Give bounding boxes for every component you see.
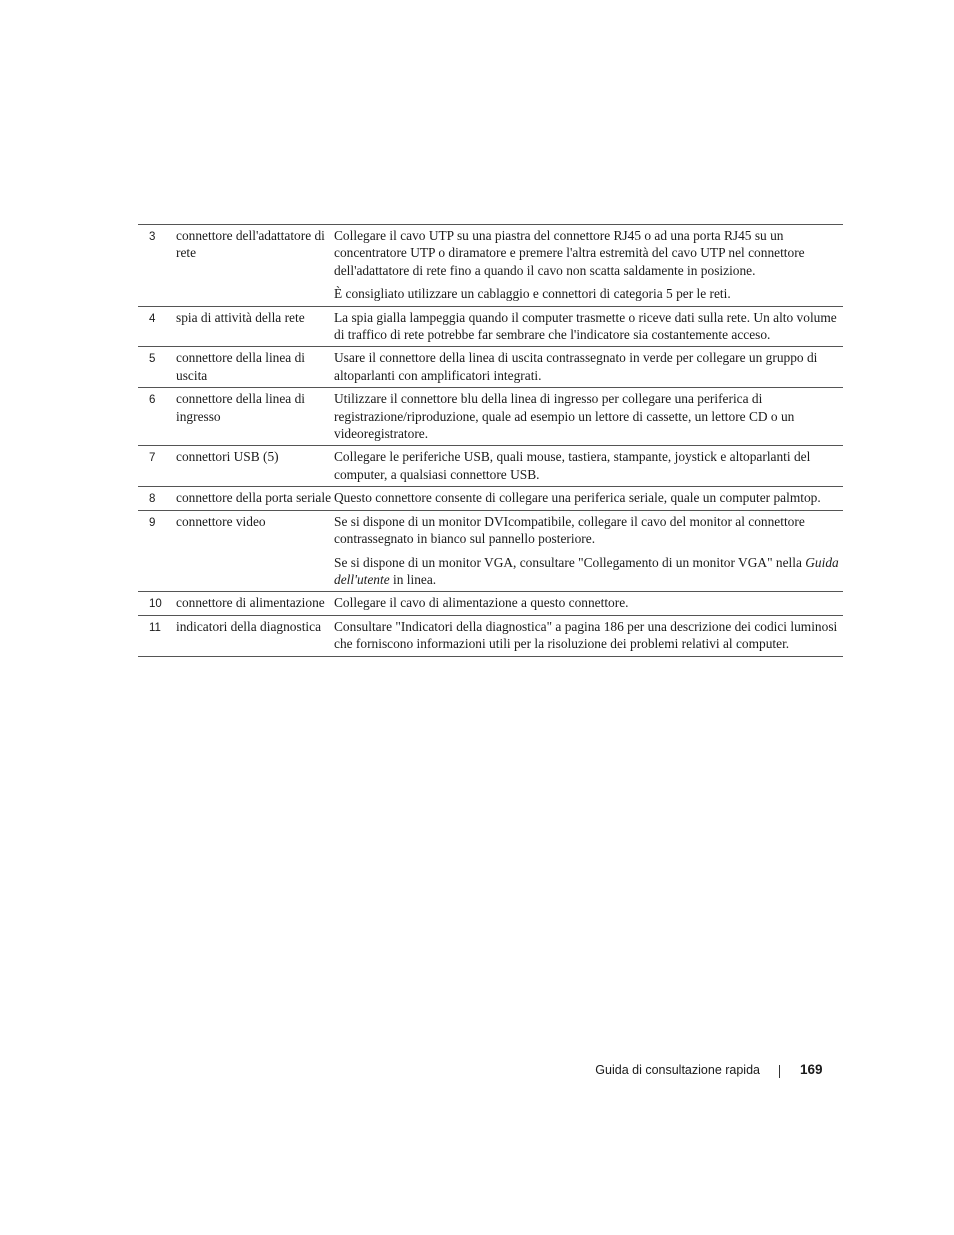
connector-name: connettore video bbox=[176, 510, 334, 592]
description-text: Consultare "Indicatori della diagnostica" a pagina 186 per una descrizione dei codici luminosi che forniscono informazioni utili per la risoluzione dei problemi relativi al computer. bbox=[334, 618, 838, 652]
connector-table-body bbox=[138, 225, 843, 657]
description-text: Collegare le periferiche USB, quali mouse, tastiera, stampante, joystick e altoparlanti del computer, a qualsiasi connettore USB. bbox=[334, 449, 811, 482]
row-number: 10 bbox=[138, 592, 176, 615]
table-row bbox=[138, 347, 843, 388]
guide-title-italic: Guida dell'utente bbox=[334, 554, 839, 587]
description-text: in linea. bbox=[389, 571, 437, 587]
description-text: Collegare il cavo UTP su una piastra del connettore RJ45 o ad una porta RJ45 su un concentratore UTP o diramatore e premere l'altra estremità del cavo UTP nel connettore dell'adattatore di rete fino a quando il cavo non scatta saldamente in posizione. bbox=[334, 228, 805, 278]
connector-name: spia di attività della rete bbox=[176, 306, 334, 347]
footer-separator bbox=[779, 1065, 780, 1078]
connector-description bbox=[334, 388, 843, 446]
table-row bbox=[138, 388, 843, 446]
row-number: 3 bbox=[149, 231, 156, 243]
connector-description bbox=[334, 487, 843, 510]
description-paragraph bbox=[334, 227, 843, 279]
description-paragraph bbox=[334, 349, 843, 384]
connector-name: connettore dell'adattatore di rete bbox=[176, 228, 325, 261]
connector-description bbox=[334, 615, 843, 656]
row-number: 5 bbox=[138, 347, 176, 388]
row-number: 4 bbox=[138, 306, 176, 347]
description-paragraph bbox=[334, 618, 843, 653]
connector-description bbox=[334, 592, 843, 615]
connector-name: indicatori della diagnostica bbox=[176, 615, 334, 656]
row-number: 9 bbox=[138, 510, 176, 592]
connector-name: connettore della linea di uscita bbox=[176, 347, 334, 388]
description-paragraph bbox=[334, 489, 843, 506]
description-paragraph bbox=[334, 390, 843, 442]
table-row bbox=[138, 615, 843, 656]
description-paragraph bbox=[334, 594, 843, 611]
row-number: 6 bbox=[138, 388, 176, 446]
description-text: È consigliato utilizzare un cablaggio e connettori di categoria 5 per le reti. bbox=[334, 286, 731, 302]
description-paragraph bbox=[334, 448, 843, 483]
description-text: La spia gialla lampeggia quando il computer trasmette o riceve dati sulla rete. Un alto volume di traffico di rete potrebbe far sembrare che l'indicatore sia costantemente acceso. bbox=[334, 309, 837, 343]
table-row bbox=[138, 592, 843, 615]
description-text: Se si dispone di un monitor DVIcompatibile, collegare il cavo del monitor al connettore contrassegnato in bianco sul pannello posteriore. bbox=[334, 513, 805, 547]
row-number: 7 bbox=[138, 446, 176, 487]
row-number: 11 bbox=[138, 615, 176, 656]
description-paragraph bbox=[334, 309, 843, 344]
description-text: Utilizzare il connettore blu della linea di ingresso per collegare una periferica di registrazione/riproduzione, quale ad esempio un lettore di cassette, un lettore CD o un videoregistratore. bbox=[334, 391, 795, 442]
table-row bbox=[138, 446, 843, 487]
description-paragraph bbox=[334, 513, 843, 548]
description-text: Usare il connettore della linea di uscita contrassegnato in verde per collegare un gruppo di altoparlanti con amplificatori integrati. bbox=[334, 350, 818, 383]
row-number: 8 bbox=[138, 487, 176, 510]
connector-name: connettore della porta seriale bbox=[176, 487, 334, 510]
footer-title: Guida di consultazione rapida bbox=[595, 1063, 760, 1077]
description-text: Se si dispone di un monitor VGA, consultare "Collegamento di un monitor VGA" nella bbox=[334, 554, 806, 570]
page-number: 169 bbox=[800, 1062, 823, 1077]
connector-description bbox=[334, 446, 843, 487]
table-row bbox=[138, 306, 843, 347]
connector-description bbox=[334, 347, 843, 388]
table-row bbox=[138, 487, 843, 510]
description-paragraph bbox=[334, 285, 843, 302]
connector-description bbox=[334, 510, 843, 592]
connector-name: connettori USB (5) bbox=[176, 446, 334, 487]
description-paragraph bbox=[334, 554, 843, 589]
connector-description bbox=[334, 306, 843, 347]
connector-table bbox=[138, 224, 843, 657]
description-text: Collegare il cavo di alimentazione a questo connettore. bbox=[334, 595, 629, 611]
table-row bbox=[138, 225, 843, 307]
description-text: Questo connettore consente di collegare una periferica seriale, quale un computer palmtop. bbox=[334, 490, 821, 506]
connector-name: connettore della linea di ingresso bbox=[176, 388, 334, 446]
table-row bbox=[138, 510, 843, 592]
connector-name: connettore di alimentazione bbox=[176, 592, 334, 615]
connector-description bbox=[334, 225, 843, 307]
page-footer bbox=[0, 1062, 954, 1080]
